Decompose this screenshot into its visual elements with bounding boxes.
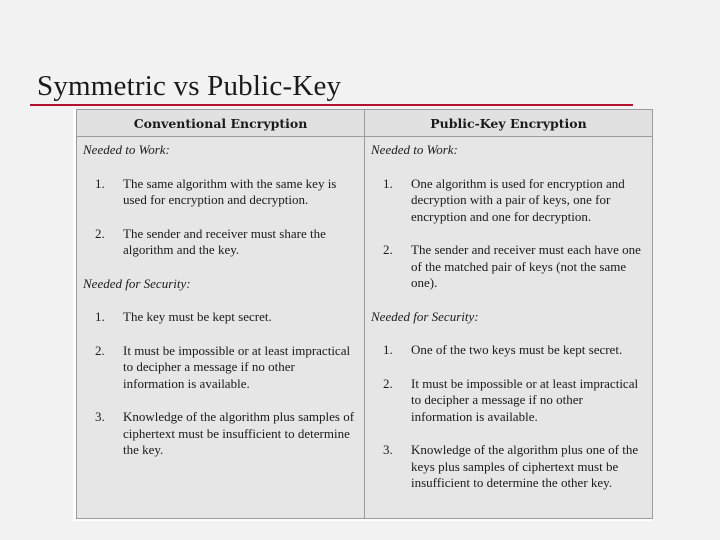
conventional-security-heading: Needed for Security: (83, 275, 191, 291)
public-key-work-list (371, 176, 646, 292)
list-item (83, 226, 358, 259)
header-conventional: Conventional Encryption (77, 110, 365, 137)
list-text: The key must be kept secret. (123, 309, 272, 324)
list-number: 1. (95, 175, 105, 191)
list-number: 3. (383, 442, 393, 457)
list-number: 2. (95, 225, 105, 241)
conventional-security-list (83, 309, 358, 459)
list-number: 3. (95, 409, 105, 424)
table-header-row (77, 110, 653, 137)
list-item (371, 242, 646, 292)
list-text: One algorithm is used for encryption and decryption with a pair of keys, one for encryption and one for decryption. (411, 175, 625, 224)
list-text: The same algorithm with the same key is used for encryption and decryption. (123, 175, 337, 207)
comparison-table-container (73, 109, 652, 521)
list-item (83, 343, 358, 393)
list-number: 2. (95, 342, 105, 358)
list-item (83, 176, 358, 209)
title-underline (30, 104, 633, 106)
list-number: 2. (383, 242, 393, 257)
list-text: The sender and receiver must each have one of the matched pair of keys (not the same one). (411, 242, 641, 290)
list-item (83, 409, 358, 459)
conventional-work-list (83, 176, 358, 259)
list-text: The sender and receiver must share the algorithm and the key. (123, 225, 326, 257)
list-item (371, 342, 646, 359)
list-number: 2. (383, 375, 393, 391)
list-text: One of the two keys must be kept secret. (411, 342, 623, 357)
list-item (371, 376, 646, 426)
list-number: 1. (95, 309, 105, 324)
list-number: 1. (383, 175, 393, 191)
conventional-work-heading: Needed to Work: (83, 142, 170, 157)
public-key-work-heading: Needed to Work: (371, 142, 458, 157)
table-body-row (77, 137, 653, 519)
list-item (371, 176, 646, 226)
public-key-cell (365, 137, 653, 519)
header-public-key: Public-Key Encryption (365, 110, 653, 137)
list-text: Knowledge of the algorithm plus samples of ciphertext must be insufficient to determine the key. (123, 409, 355, 457)
public-key-security-list (371, 342, 646, 492)
list-item (371, 442, 646, 492)
public-key-security-heading: Needed for Security: (371, 308, 479, 324)
list-text: It must be impossible or at least impractical to decipher a message if no other information is available. (411, 375, 639, 424)
list-text: Knowledge of the algorithm plus one of the keys plus samples of ciphertext must be insufficient to determine the other key. (411, 442, 639, 490)
list-number: 1. (383, 342, 393, 357)
conventional-cell (77, 137, 365, 519)
list-text: It must be impossible or at least impractical to decipher a message if no other information is available. (123, 342, 351, 391)
list-item (83, 309, 358, 326)
slide-title: Symmetric vs Public-Key (37, 70, 342, 102)
comparison-table (76, 109, 653, 519)
